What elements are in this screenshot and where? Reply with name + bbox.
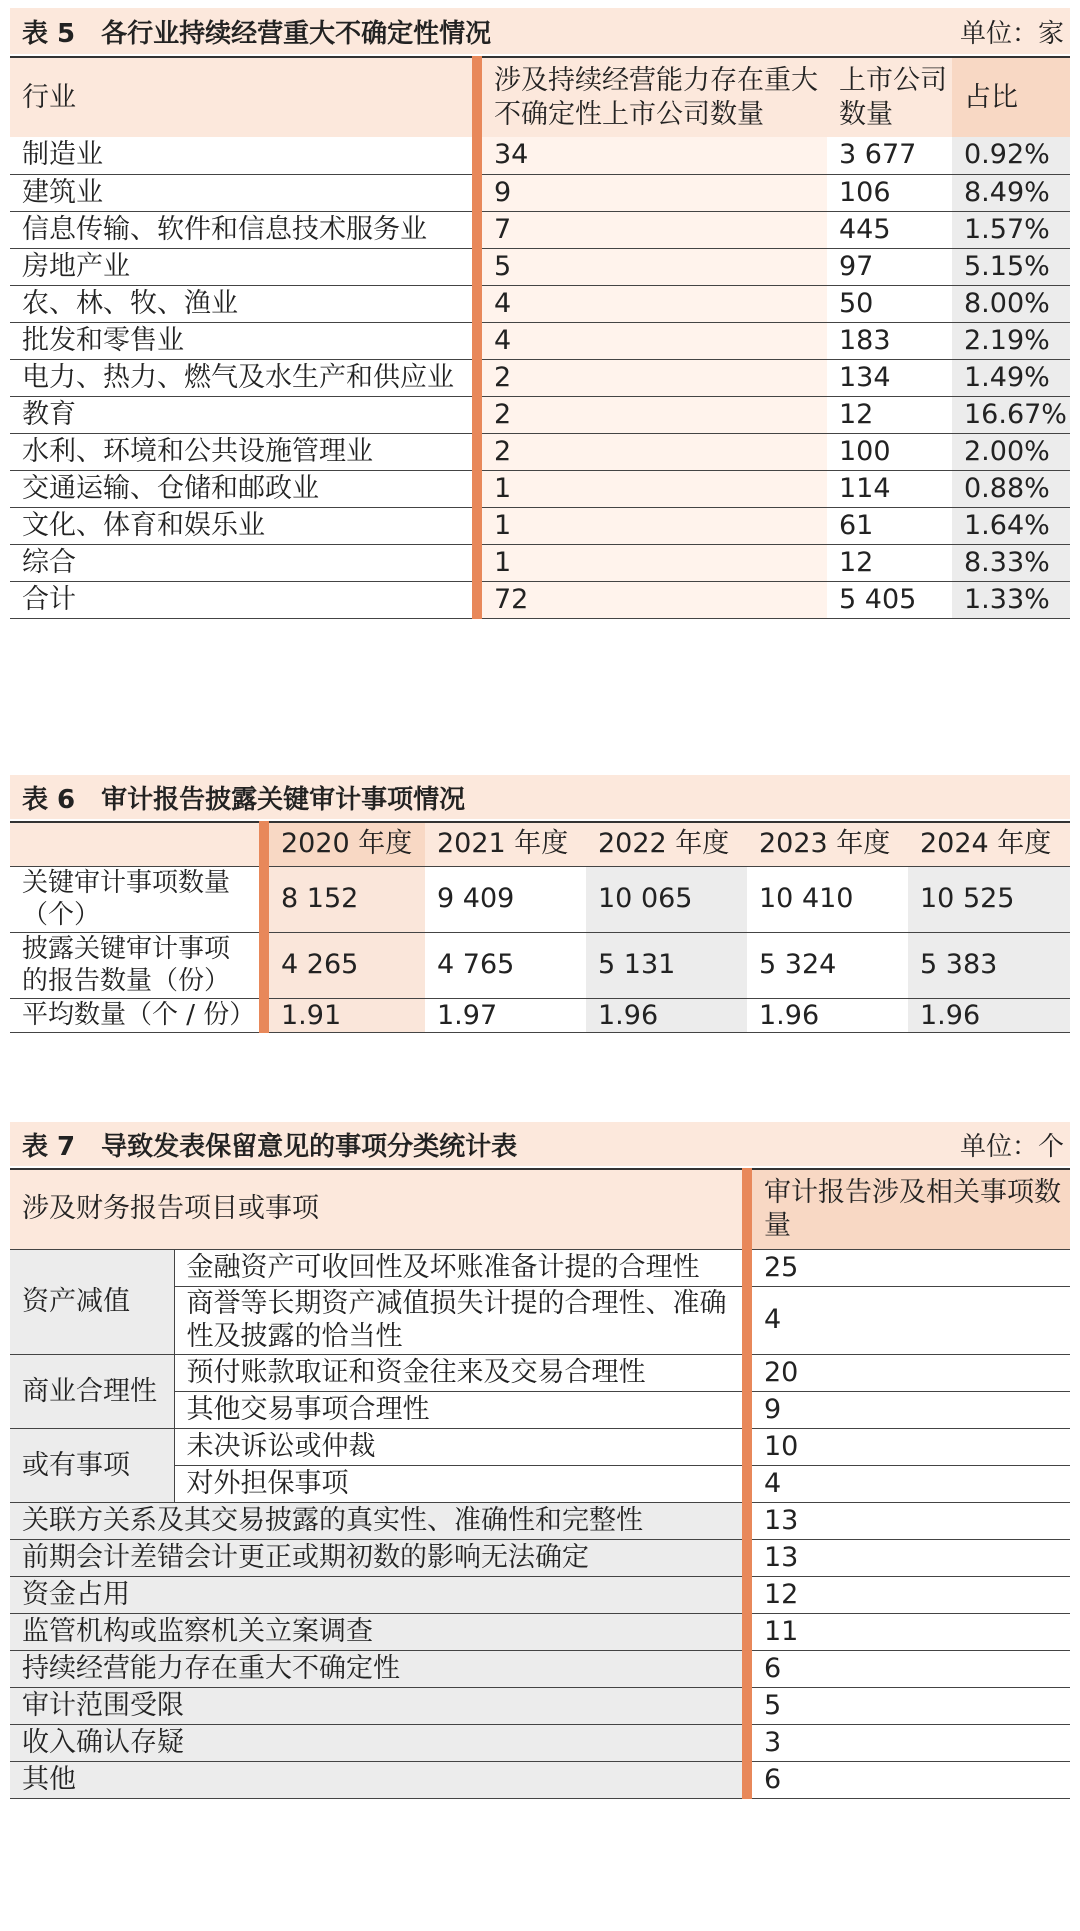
table5-row bbox=[10, 211, 1070, 248]
year-value-cell: 5 324 bbox=[747, 932, 908, 998]
table5-unit: 单位：家 bbox=[959, 18, 1064, 49]
listed-count-cell: 100 bbox=[827, 433, 952, 470]
table5-row bbox=[10, 322, 1070, 359]
count-cell: 5 bbox=[747, 1688, 1070, 1725]
table7-title: 表 7 导致发表保留意见的事项分类统计表 bbox=[22, 1131, 518, 1162]
industry-cell: 制造业 bbox=[10, 137, 477, 174]
table6-header-cell: 2021 年度 bbox=[425, 822, 586, 866]
table7-row bbox=[10, 1577, 1070, 1614]
industry-cell: 批发和零售业 bbox=[10, 322, 477, 359]
ratio-cell: 0.88% bbox=[952, 470, 1070, 507]
year-value-cell: 9 409 bbox=[425, 866, 586, 932]
year-value-cell: 10 065 bbox=[586, 866, 747, 932]
count-cell: 4 bbox=[747, 1466, 1070, 1503]
listed-count-cell: 61 bbox=[827, 507, 952, 544]
table5-row bbox=[10, 544, 1070, 581]
table7-row bbox=[10, 1249, 1070, 1286]
listed-count-cell: 114 bbox=[827, 470, 952, 507]
table7-unit: 单位：个 bbox=[959, 1131, 1064, 1162]
uncertainty-count-cell: 7 bbox=[477, 211, 827, 248]
table7-body bbox=[10, 1249, 1070, 1799]
table5-caption bbox=[10, 8, 1070, 54]
table5-header-cell: 涉及持续经营能力存在重大不确定性上市公司数量 bbox=[477, 57, 827, 137]
year-value-cell: 8 152 bbox=[264, 866, 425, 932]
year-value-cell: 1.97 bbox=[425, 998, 586, 1033]
uncertainty-count-cell: 4 bbox=[477, 285, 827, 322]
table7-header-row bbox=[10, 1169, 1070, 1249]
count-cell: 6 bbox=[747, 1762, 1070, 1799]
table6-caption bbox=[10, 775, 1070, 819]
metric-label-cell: 平均数量（个 / 份） bbox=[10, 998, 264, 1033]
category-group-cell: 资产减值 bbox=[10, 1249, 174, 1355]
ratio-cell: 2.19% bbox=[952, 322, 1070, 359]
industry-cell: 综合 bbox=[10, 544, 477, 581]
table7-row bbox=[10, 1651, 1070, 1688]
ratio-cell: 8.33% bbox=[952, 544, 1070, 581]
ratio-cell: 8.00% bbox=[952, 285, 1070, 322]
table7-caption bbox=[10, 1122, 1070, 1166]
subitem-cell: 其他交易事项合理性 bbox=[174, 1392, 747, 1429]
industry-cell: 建筑业 bbox=[10, 174, 477, 211]
table6-body bbox=[10, 866, 1070, 1033]
table7-row bbox=[10, 1503, 1070, 1540]
table5-row bbox=[10, 581, 1070, 618]
table5-row bbox=[10, 248, 1070, 285]
ratio-cell: 1.57% bbox=[952, 211, 1070, 248]
count-cell: 12 bbox=[747, 1577, 1070, 1614]
table6-header-cell: 2022 年度 bbox=[586, 822, 747, 866]
uncertainty-count-cell: 2 bbox=[477, 433, 827, 470]
industry-cell: 交通运输、仓储和邮政业 bbox=[10, 470, 477, 507]
year-value-cell: 1.91 bbox=[264, 998, 425, 1033]
year-value-cell: 10 525 bbox=[908, 866, 1070, 932]
table6-header-row bbox=[10, 822, 1070, 866]
item-cell: 收入确认存疑 bbox=[10, 1725, 747, 1762]
ratio-cell: 1.49% bbox=[952, 359, 1070, 396]
year-value-cell: 1.96 bbox=[747, 998, 908, 1033]
uncertainty-count-cell: 5 bbox=[477, 248, 827, 285]
listed-count-cell: 97 bbox=[827, 248, 952, 285]
table7-row bbox=[10, 1540, 1070, 1577]
item-cell: 持续经营能力存在重大不确定性 bbox=[10, 1651, 747, 1688]
category-group-cell: 或有事项 bbox=[10, 1429, 174, 1503]
ratio-cell: 8.49% bbox=[952, 174, 1070, 211]
industry-cell: 农、林、牧、渔业 bbox=[10, 285, 477, 322]
uncertainty-count-cell: 2 bbox=[477, 359, 827, 396]
ratio-cell: 0.92% bbox=[952, 137, 1070, 174]
table5-row bbox=[10, 507, 1070, 544]
uncertainty-count-cell: 1 bbox=[477, 470, 827, 507]
count-cell: 25 bbox=[747, 1249, 1070, 1286]
table5-row bbox=[10, 137, 1070, 174]
ratio-cell: 16.67% bbox=[952, 396, 1070, 433]
subitem-cell: 预付账款取证和资金往来及交易合理性 bbox=[174, 1355, 747, 1392]
table5-row bbox=[10, 396, 1070, 433]
listed-count-cell: 106 bbox=[827, 174, 952, 211]
table5-row bbox=[10, 285, 1070, 322]
table5-row bbox=[10, 359, 1070, 396]
table7-header-cell: 涉及财务报告项目或事项 bbox=[10, 1169, 747, 1249]
item-cell: 审计范围受限 bbox=[10, 1688, 747, 1725]
subitem-cell: 对外担保事项 bbox=[174, 1466, 747, 1503]
subitem-cell: 金融资产可收回性及坏账准备计提的合理性 bbox=[174, 1249, 747, 1286]
ratio-cell: 2.00% bbox=[952, 433, 1070, 470]
table6-row bbox=[10, 866, 1070, 932]
item-cell: 前期会计差错会计更正或期初数的影响无法确定 bbox=[10, 1540, 747, 1577]
industry-cell: 电力、热力、燃气及水生产和供应业 bbox=[10, 359, 477, 396]
metric-label-cell: 关键审计事项数量（个） bbox=[10, 866, 264, 932]
subitem-cell: 商誉等长期资产减值损失计提的合理性、准确性及披露的恰当性 bbox=[174, 1286, 747, 1355]
ratio-cell: 1.64% bbox=[952, 507, 1070, 544]
year-value-cell: 1.96 bbox=[908, 998, 1070, 1033]
uncertainty-count-cell: 1 bbox=[477, 507, 827, 544]
listed-count-cell: 12 bbox=[827, 544, 952, 581]
count-cell: 3 bbox=[747, 1725, 1070, 1762]
table5 bbox=[10, 56, 1070, 619]
table6-title: 表 6 审计报告披露关键审计事项情况 bbox=[22, 784, 466, 815]
ratio-cell: 1.33% bbox=[952, 581, 1070, 618]
industry-cell: 房地产业 bbox=[10, 248, 477, 285]
table6-header-cell bbox=[10, 822, 264, 866]
listed-count-cell: 445 bbox=[827, 211, 952, 248]
table5-row bbox=[10, 174, 1070, 211]
uncertainty-count-cell: 4 bbox=[477, 322, 827, 359]
industry-cell: 水利、环境和公共设施管理业 bbox=[10, 433, 477, 470]
table6 bbox=[10, 821, 1070, 1033]
table6-header-cell: 2023 年度 bbox=[747, 822, 908, 866]
table7-row bbox=[10, 1762, 1070, 1799]
table7-header-cell: 审计报告涉及相关事项数量 bbox=[747, 1169, 1070, 1249]
count-cell: 13 bbox=[747, 1503, 1070, 1540]
listed-count-cell: 134 bbox=[827, 359, 952, 396]
table5-row bbox=[10, 433, 1070, 470]
uncertainty-count-cell: 72 bbox=[477, 581, 827, 618]
table6-row bbox=[10, 932, 1070, 998]
category-group-cell: 商业合理性 bbox=[10, 1355, 174, 1429]
year-value-cell: 1.96 bbox=[586, 998, 747, 1033]
listed-count-cell: 50 bbox=[827, 285, 952, 322]
count-cell: 13 bbox=[747, 1540, 1070, 1577]
industry-cell: 信息传输、软件和信息技术服务业 bbox=[10, 211, 477, 248]
listed-count-cell: 183 bbox=[827, 322, 952, 359]
count-cell: 9 bbox=[747, 1392, 1070, 1429]
table6-header-cell: 2020 年度 bbox=[264, 822, 425, 866]
uncertainty-count-cell: 9 bbox=[477, 174, 827, 211]
uncertainty-count-cell: 1 bbox=[477, 544, 827, 581]
count-cell: 4 bbox=[747, 1286, 1070, 1355]
listed-count-cell: 3 677 bbox=[827, 137, 952, 174]
uncertainty-count-cell: 34 bbox=[477, 137, 827, 174]
year-value-cell: 5 131 bbox=[586, 932, 747, 998]
table7 bbox=[10, 1168, 1070, 1799]
table5-title: 表 5 各行业持续经营重大不确定性情况 bbox=[22, 18, 492, 49]
table6-row bbox=[10, 998, 1070, 1033]
table5-header-cell: 占比 bbox=[952, 57, 1070, 137]
table7-row bbox=[10, 1355, 1070, 1392]
item-cell: 关联方关系及其交易披露的真实性、准确性和完整性 bbox=[10, 1503, 747, 1540]
table5-row bbox=[10, 470, 1070, 507]
year-value-cell: 10 410 bbox=[747, 866, 908, 932]
table5-header-row bbox=[10, 57, 1070, 137]
uncertainty-count-cell: 2 bbox=[477, 396, 827, 433]
table7-row bbox=[10, 1725, 1070, 1762]
year-value-cell: 4 765 bbox=[425, 932, 586, 998]
table5-header-cell: 行业 bbox=[10, 57, 477, 137]
table7-row bbox=[10, 1614, 1070, 1651]
industry-cell: 合计 bbox=[10, 581, 477, 618]
year-value-cell: 4 265 bbox=[264, 932, 425, 998]
subitem-cell: 未决诉讼或仲裁 bbox=[174, 1429, 747, 1466]
count-cell: 11 bbox=[747, 1614, 1070, 1651]
table5-body bbox=[10, 137, 1070, 618]
metric-label-cell: 披露关键审计事项的报告数量（份） bbox=[10, 932, 264, 998]
listed-count-cell: 5 405 bbox=[827, 581, 952, 618]
ratio-cell: 5.15% bbox=[952, 248, 1070, 285]
listed-count-cell: 12 bbox=[827, 396, 952, 433]
table5-header-cell: 上市公司数量 bbox=[827, 57, 952, 137]
year-value-cell: 5 383 bbox=[908, 932, 1070, 998]
table7-row bbox=[10, 1688, 1070, 1725]
item-cell: 其他 bbox=[10, 1762, 747, 1799]
count-cell: 10 bbox=[747, 1429, 1070, 1466]
item-cell: 资金占用 bbox=[10, 1577, 747, 1614]
table6-header-cell: 2024 年度 bbox=[908, 822, 1070, 866]
industry-cell: 教育 bbox=[10, 396, 477, 433]
count-cell: 20 bbox=[747, 1355, 1070, 1392]
industry-cell: 文化、体育和娱乐业 bbox=[10, 507, 477, 544]
table7-row bbox=[10, 1429, 1070, 1466]
count-cell: 6 bbox=[747, 1651, 1070, 1688]
item-cell: 监管机构或监察机关立案调查 bbox=[10, 1614, 747, 1651]
